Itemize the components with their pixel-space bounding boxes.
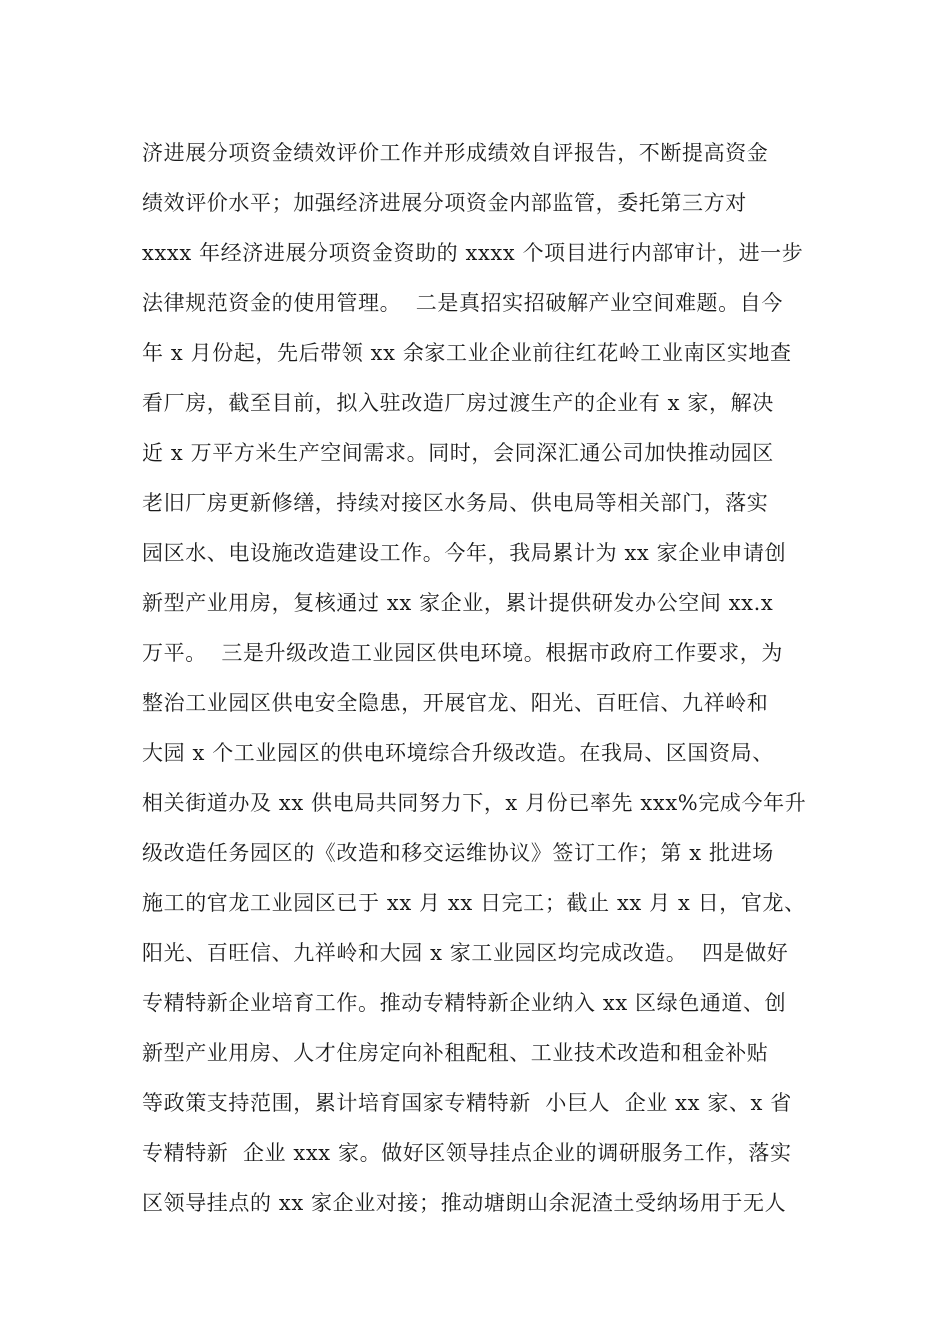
text-line-14: 相关街道办及 xx 供电局共同努力下，x 月份已率先 xxx%完成今年升	[142, 791, 807, 815]
text-line-22: 区领导挂点的 xx 家企业对接；推动塘朗山余泥渣土受纳场用于无人	[142, 1191, 787, 1215]
text-line-18: 专精特新企业培育工作。推动专精特新企业纳入 xx 区绿色通道、创	[142, 991, 787, 1015]
text-line-12: 整治工业园区供电安全隐患，开展官龙、阳光、百旺信、九祥岭和	[142, 691, 769, 715]
text-line-13: 大园 x 个工业园区的供电环境综合升级改造。在我局、区国资局、	[142, 741, 774, 765]
text-line-2: 绩效评价水平；加强经济进展分项资金内部监管，委托第三方对	[142, 191, 747, 215]
text-line-3: xxxx 年经济进展分项资金资助的 xxxx 个项目进行内部审计，进一步	[142, 241, 804, 265]
text-line-16: 施工的官龙工业园区已于 xx 月 xx 日完工；截止 xx 月 x 日，官龙、	[142, 891, 806, 915]
text-line-21: 专精特新 企业 xxx 家。做好区领导挂点企业的调研服务工作，落实	[142, 1141, 792, 1165]
text-line-6: 看厂房，截至目前，拟入驻改造厂房过渡生产的企业有 x 家，解决	[142, 391, 774, 415]
text-line-17: 阳光、百旺信、九祥岭和大园 x 家工业园区均完成改造。 四是做好	[142, 941, 789, 965]
text-line-1: 济进展分项资金绩效评价工作并形成绩效自评报告，不断提高资金	[142, 141, 769, 165]
text-line-8: 老旧厂房更新修缮，持续对接区水务局、供电局等相关部门，落实	[142, 491, 769, 515]
text-line-4: 法律规范资金的使用管理。 二是真招实招破解产业空间难题。自今	[142, 291, 783, 315]
text-line-9: 园区水、电设施改造建设工作。今年，我局累计为 xx 家企业申请创	[142, 541, 787, 565]
text-line-11: 万平。 三是升级改造工业园区供电环境。根据市政府工作要求，为	[142, 641, 783, 665]
text-line-5: 年 x 月份起，先后带领 xx 余家工业企业前往红花岭工业南区实地查	[142, 341, 792, 365]
text-line-15: 级改造任务园区的《改造和移交运维协议》签订工作；第 x 批进场	[142, 841, 774, 865]
text-line-20: 等政策支持范围，累计培育国家专精特新 小巨人 企业 xx 家、x 省	[142, 1091, 792, 1115]
text-line-10: 新型产业用房，复核通过 xx 家企业，累计提供研发办公空间 xx.x	[142, 591, 774, 615]
text-line-7: 近 x 万平方米生产空间需求。同时，会同深汇通公司加快推动园区	[142, 441, 774, 465]
body-text	[142, 128, 818, 1228]
text-line-19: 新型产业用房、人才住房定向补租配租、工业技术改造和租金补贴	[142, 1041, 769, 1065]
